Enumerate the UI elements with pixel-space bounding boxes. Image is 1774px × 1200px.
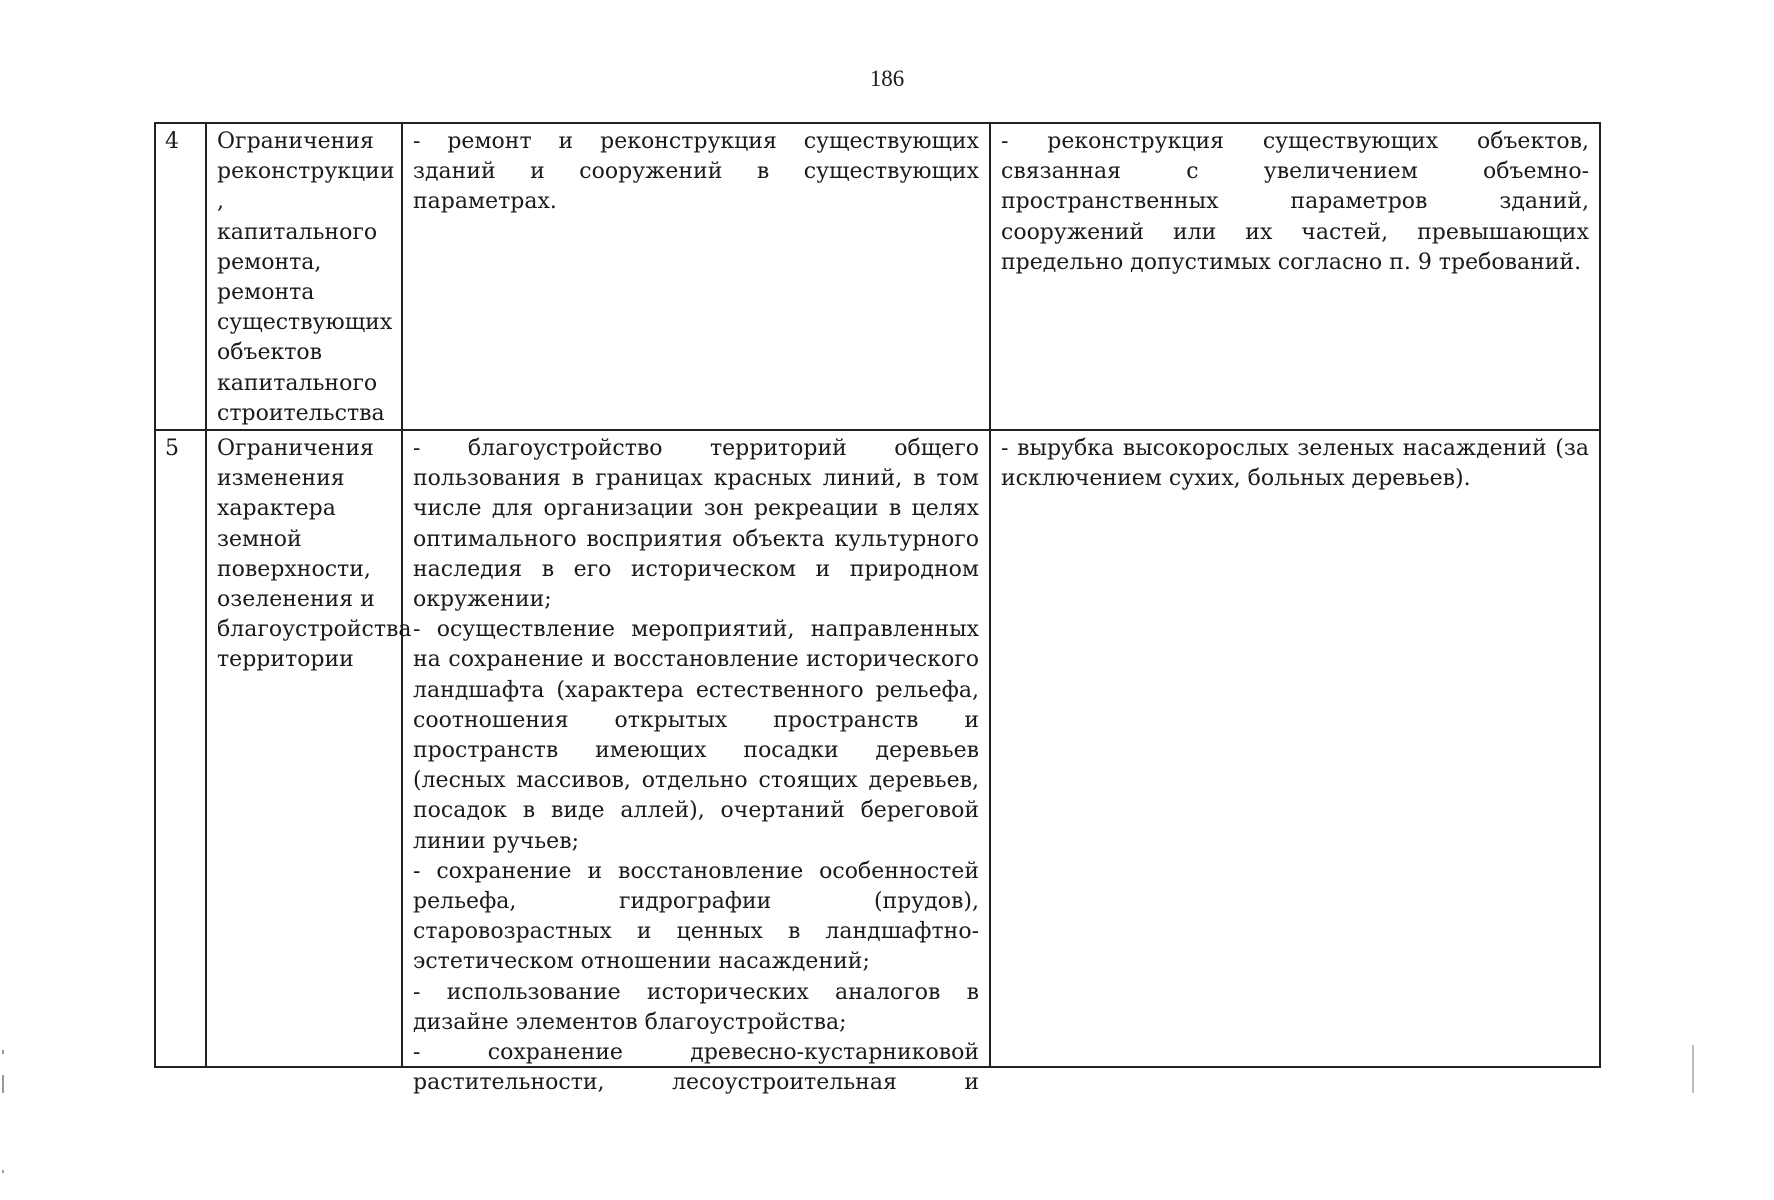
table-row — [155, 430, 1600, 1067]
scan-mark — [2, 1170, 4, 1173]
forbidden-cell — [990, 430, 1600, 1067]
table-row — [155, 123, 1600, 430]
allowed-item: - благоустройство территорий общего пользования в границах красных линий, в том числе для организации зон рекреации в целях оптимального восприятия объекта культурного наследия в его историческом и природном окружении; — [413, 436, 979, 613]
restriction-name: Ограничения реконструкции , капитального ремонта, ремонта существующих объектов капитального строительства — [206, 123, 402, 430]
page-number: 186 — [869, 66, 905, 91]
restriction-name: Ограничения изменения характера земной поверхности, озеленения и благоустройства территории — [206, 430, 402, 1067]
forbidden-item: - вырубка высокорослых зеленых насаждений (за исключением сухих, больных деревьев). — [1001, 436, 1589, 492]
scan-mark — [2, 1050, 4, 1054]
forbidden-cell — [990, 123, 1600, 430]
row-number: 4 — [155, 123, 206, 430]
scan-mark — [1692, 1045, 1694, 1093]
allowed-item: - использование исторических аналогов в дизайне элементов благоустройства; — [413, 979, 979, 1035]
allowed-cell — [402, 123, 990, 430]
allowed-item: - ремонт и реконструкция существующих зданий и сооружений в существующих параметрах. — [413, 129, 979, 215]
row-number: 5 — [155, 430, 206, 1067]
scan-mark — [2, 1075, 4, 1093]
forbidden-item: - реконструкция существующих объектов, связанная с увеличением объемно-пространственных параметров зданий, сооружений или их частей, превышающих предельно допустимых согласно п. 9 требований. — [1001, 129, 1589, 275]
allowed-item: - сохранение древесно-кустарниковой растительности, лесоустроительная и — [413, 1040, 979, 1096]
allowed-item: - осуществление мероприятий, направленных на сохранение и восстановление исторического ландшафта (характера естественного рельефа, соотношения открытых пространств и пространств имеющих посадки деревьев (лесных массивов, отдельно стоящих деревьев, посадок в виде аллей), очертаний береговой линии ручьев; — [413, 617, 979, 854]
restrictions-table — [154, 122, 1601, 1096]
allowed-cell — [402, 430, 990, 1096]
allowed-item: - сохранение и восстановление особенностей рельефа, гидрографии (прудов), старовозрастных и ценных в ландшафтно-эстетическом отношении насаждений; — [413, 858, 979, 975]
